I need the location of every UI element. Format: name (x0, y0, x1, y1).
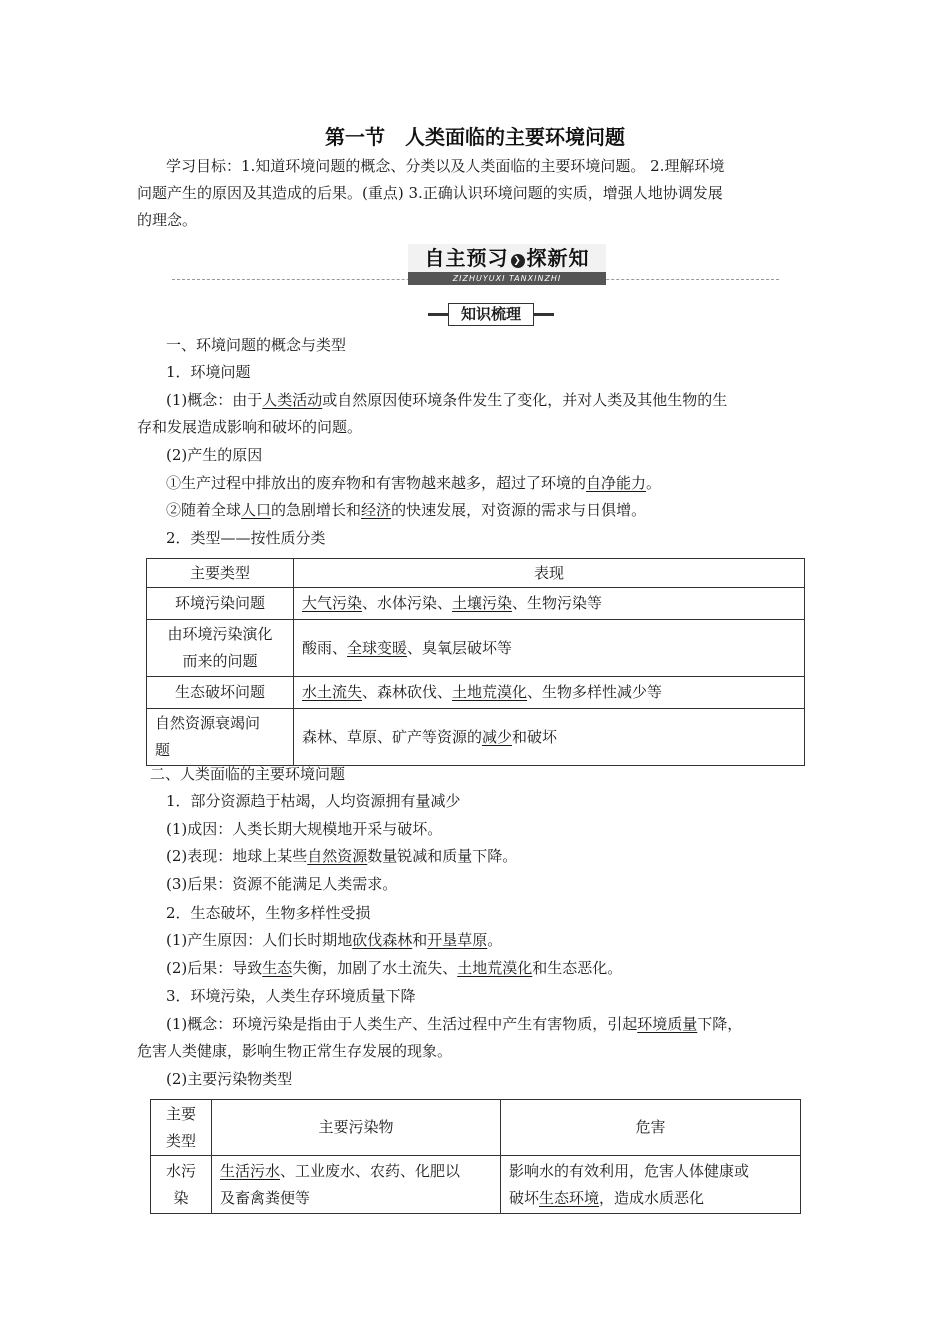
table-header: 主要类型 (147, 559, 294, 588)
concept-line-1: (1)概念：由于人类活动或自然原因使环境条件发生了变化，并对人类及其他生物的生 (166, 391, 728, 409)
section-banner (408, 244, 606, 272)
paragraph: (2)表现：地球上某些自然资源数量锐减和质量下降。 (166, 847, 518, 865)
paragraph: (1)成因：人类长期大规模地开采与破坏。 (166, 820, 443, 838)
cause-2: ②随着全球人口的急剧增长和经济的快速发展，对资源的需求与日俱增。 (166, 501, 647, 519)
underlined-term: 土地荒漠化 (457, 959, 533, 977)
paragraph: (1)产生原因：人们长时期地砍伐森林和开垦草原。 (166, 931, 503, 949)
chevron-right-icon: ❯ (511, 254, 525, 268)
objectives-line-3: 的理念。 (137, 211, 198, 229)
paragraph: (3)后果：资源不能满足人类需求。 (166, 875, 398, 893)
paragraph: (1)概念：环境污染是指由于人类生产、生活过程中产生有害物质，引起环境质量下降， (166, 1015, 743, 1033)
table-cell: 由环境污染演化 而来的问题 (147, 620, 294, 677)
table-cell: 自然资源衰竭问 题 (147, 709, 294, 766)
table-header: 主要污染物 (212, 1100, 501, 1156)
table-cell: 环境污染问题 (147, 588, 294, 620)
underlined-term: 经济 (361, 501, 392, 519)
section-tag-label: 知识梳理 (448, 303, 534, 326)
table-row (147, 620, 805, 677)
title-section: 第一节 (325, 125, 385, 149)
table-cell: 水污 染 (151, 1156, 212, 1214)
type-table (146, 558, 805, 766)
table-row (147, 588, 805, 620)
table-header: 危害 (501, 1100, 801, 1156)
objectives-line-1: 学习目标：1.知道环境问题的概念、分类以及人类面临的主要环境问题。 2.理解环境 (166, 157, 725, 175)
banner-text-a: 自主预习 (424, 246, 509, 270)
section-2-subheading-3: 3．环境污染，人类生存环境质量下降 (166, 987, 416, 1005)
page-title (0, 121, 950, 150)
banner-text-b: 探新知 (526, 246, 590, 270)
table-header: 主要 类型 (151, 1100, 212, 1156)
table-cell: 影响水的有效利用，危害人体健康或 破坏生态环境，造成水质恶化 (501, 1156, 801, 1214)
underlined-term: 生态 (262, 959, 293, 977)
table-header-row (147, 559, 805, 588)
table-header-row (151, 1100, 801, 1156)
underlined-term: 自然资源 (307, 847, 368, 865)
paragraph: (2)后果：导致生态失衡，加剧了水土流失、土地荒漠化和生态恶化。 (166, 959, 623, 977)
cause-1: ①生产过程中排放出的废弃物和有害物越来越多，超过了环境的自净能力。 (166, 474, 662, 492)
title-text: 人类面临的主要环境问题 (405, 125, 625, 149)
section-2-subheading-2: 2．生态破坏，生物多样性受损 (166, 904, 371, 922)
table-cell: 生态破坏问题 (147, 677, 294, 709)
table-row (151, 1156, 801, 1214)
pollutant-table (150, 1099, 801, 1214)
table-cell: 生活污水、工业废水、农药、化肥以 及畜禽粪便等 (212, 1156, 501, 1214)
section-1-heading: 一、环境问题的概念与类型 (166, 336, 347, 354)
underlined-term: 自净能力 (586, 474, 647, 492)
paragraph: 危害人类健康，影响生物正常生存发展的现象。 (137, 1042, 453, 1060)
table-cell: 水土流失、森林砍伐、土地荒漠化、生物多样性减少等 (294, 677, 805, 709)
table-row (147, 709, 805, 766)
table-header: 表现 (294, 559, 805, 588)
underlined-term: 砍伐森林 (352, 931, 413, 949)
objectives-line-2: 问题产生的原因及其造成的后果。(重点) 3.正确认识环境问题的实质，增强人地协调发展 (137, 184, 723, 202)
underlined-term: 人口 (241, 501, 272, 519)
section-2-subheading-1: 1．部分资源趋于枯竭，人均资源拥有量减少 (166, 792, 461, 810)
table-cell: 森林、草原、矿产等资源的减少和破坏 (294, 709, 805, 766)
concept-line-2: 存和发展造成影响和破坏的问题。 (137, 418, 363, 436)
section-1-subheading-1: 1．环境问题 (166, 363, 251, 381)
banner-subtitle: ZIZHUYUXI TANXINZHI (408, 272, 606, 285)
cause-heading: (2)产生的原因 (166, 446, 263, 464)
table-cell: 大气污染、水体污染、土壤污染、生物污染等 (294, 588, 805, 620)
paragraph: (2)主要污染物类型 (166, 1070, 293, 1088)
underlined-term: 人类活动 (262, 391, 323, 409)
section-2-heading: 二、人类面临的主要环境问题 (150, 765, 346, 783)
underlined-term: 开垦草原 (427, 931, 488, 949)
table-cell: 酸雨、全球变暖、臭氧层破坏等 (294, 620, 805, 677)
section-1-subheading-2: 2．类型——按性质分类 (166, 529, 326, 547)
table-row (147, 677, 805, 709)
section-tag (428, 303, 554, 324)
underlined-term: 环境质量 (637, 1015, 698, 1033)
